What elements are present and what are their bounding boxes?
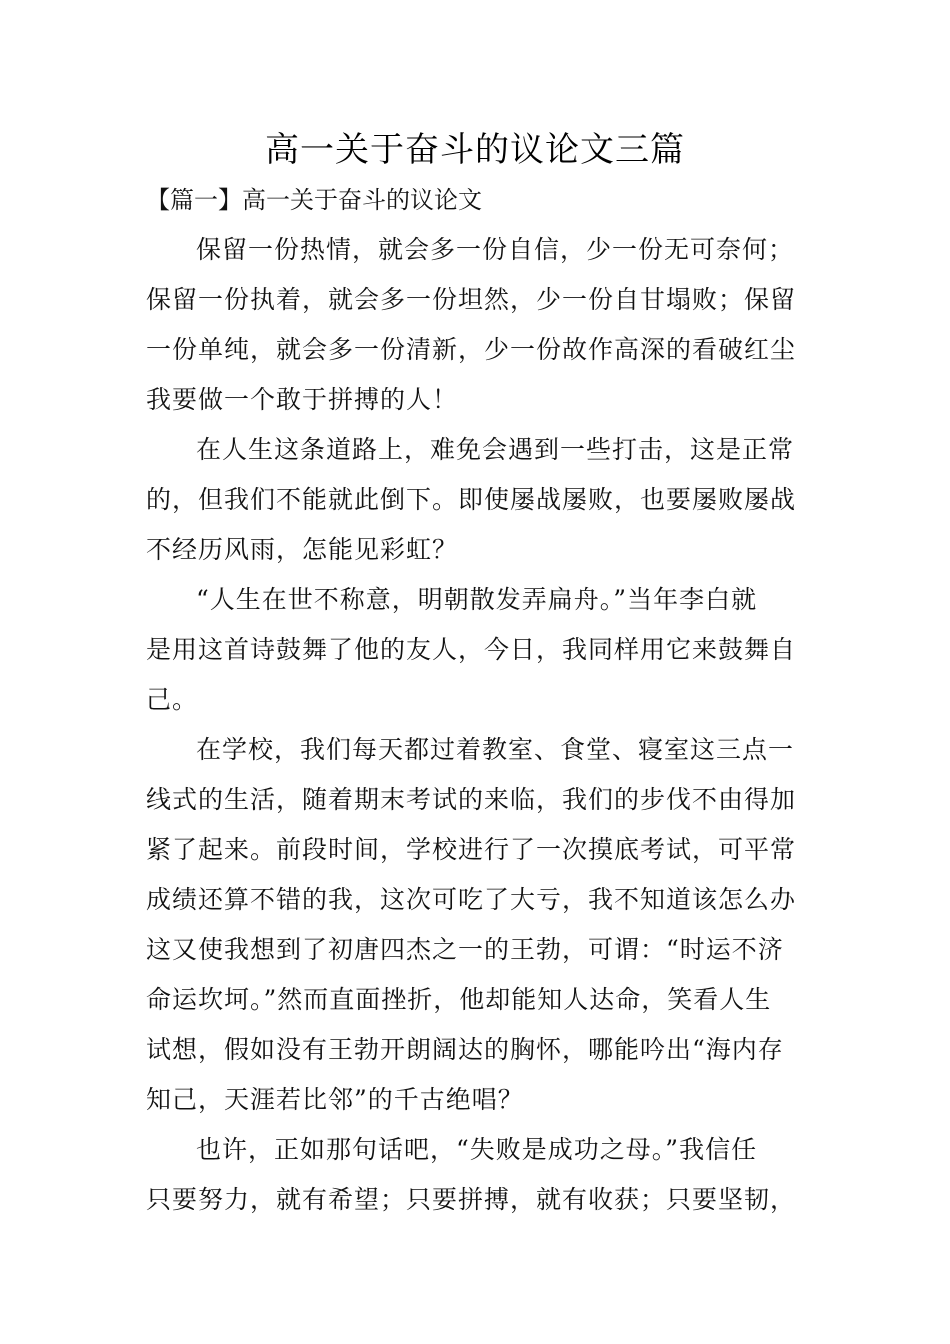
paragraph-line: “人生在世不称意，明朝散发弄扁舟。”当年李白就 [196,585,758,614]
paragraph-line: 知己，天涯若比邻”的千古绝唱？ [146,1085,524,1114]
paragraph-line: 不经历风雨，怎能见彩虹？ [146,535,459,564]
paragraph-line: 保留一份执着，就会多一份坦然，少一份自甘塌败；保留 [146,285,797,314]
paragraph-line: 成绩还算不错的我，这次可吃了大亏，我不知道该怎么办 [146,885,797,914]
paragraph-line: 一份单纯，就会多一份清新，少一份故作高深的看破红尘 [146,335,797,364]
paragraph-line: 在人生这条道路上，难免会遇到一些打击，这是正常 [196,435,795,464]
section-heading: 【篇一】高一关于奋斗的议论文 [146,186,482,214]
paragraph-line: 只要努力，就有希望；只要拼搏，就有收获；只要坚韧， [146,1185,797,1214]
paragraph-line: 这又使我想到了初唐四杰之一的王勃，可谓：“时运不济 [146,935,784,964]
paragraph-line: 己。 [146,685,199,714]
paragraph-line: 线式的生活，随着期末考试的来临，我们的步伐不由得加 [146,785,797,814]
paragraph-line: 保留一份热情，就会多一份自信，少一份无可奈何； [196,235,795,264]
paragraph-line: 我要做一个敢于拼搏的人！ [146,385,459,414]
paragraph-line: 也许，正如那句话吧，“失败是成功之母。”我信任 [196,1135,758,1164]
paragraph-line: 紧了起来。前段时间，学校进行了一次摸底考试，可平常 [146,835,797,864]
paragraph-line: 命运坎坷。”然而直面挫折，他却能知人达命，笑看人生 [146,985,772,1014]
paragraph-line: 试想，假如没有王勃开朗阔达的胸怀，哪能吟出“海内存 [146,1035,784,1064]
document-title: 高一关于奋斗的议论文三篇 [265,130,685,170]
paragraph-line: 的，但我们不能就此倒下。即使屡战屡败，也要屡败屡战 [146,485,797,514]
paragraph-line: 在学校，我们每天都过着教室、食堂、寝室这三点一 [196,735,795,764]
paragraph-line: 是用这首诗鼓舞了他的友人，今日，我同样用它来鼓舞自 [146,635,797,664]
